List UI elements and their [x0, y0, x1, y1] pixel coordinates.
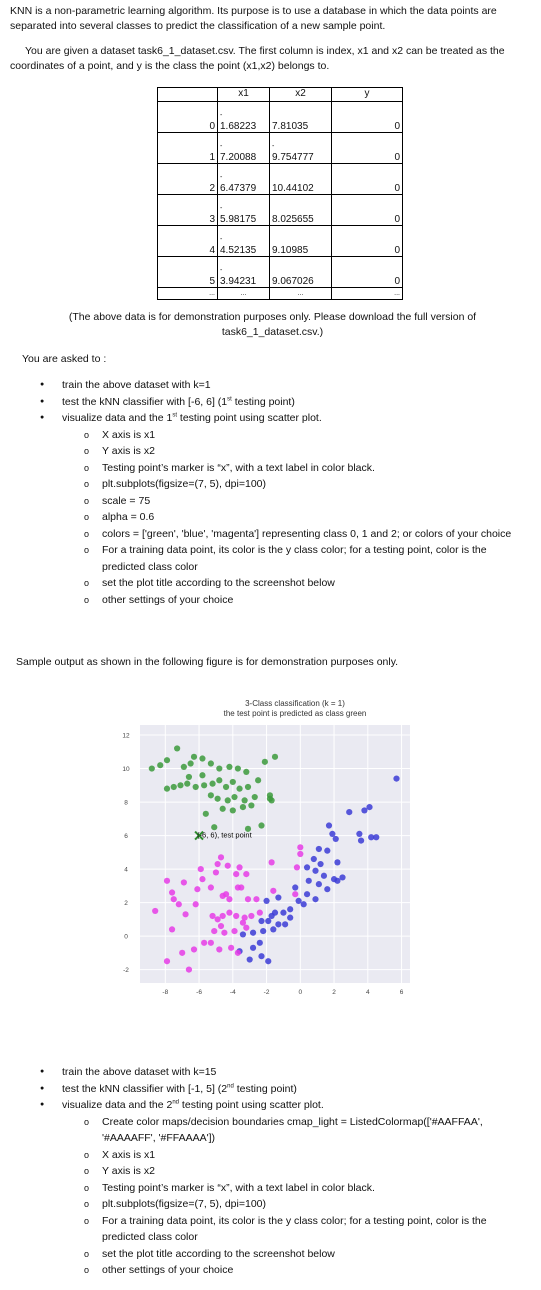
- data-point: [181, 879, 187, 885]
- table-header-y: y: [332, 88, 403, 102]
- data-point: [240, 920, 246, 926]
- y-tick-label: 2: [124, 900, 128, 908]
- table-header-index: [158, 88, 218, 102]
- data-point: [270, 926, 276, 932]
- data-point: [149, 765, 155, 771]
- data-point: [221, 930, 227, 936]
- data-point: [304, 864, 310, 870]
- data-point: [326, 822, 332, 828]
- data-point: [211, 928, 217, 934]
- y-tick-label: -2: [123, 967, 129, 975]
- data-point: [216, 946, 222, 952]
- data-point: [263, 898, 269, 904]
- data-point: [248, 802, 254, 808]
- table-cell-y: 0: [332, 257, 403, 288]
- table-cell-dash: -: [220, 267, 223, 274]
- table-cell-dash: -: [220, 205, 223, 212]
- list-item-text: visualize data and the 2: [62, 1099, 173, 1111]
- data-point: [208, 884, 214, 890]
- sub-list-item: o For a training data point, its color is the y class color; for a testing point, color is the predicted class color: [82, 1213, 530, 1246]
- data-point: [258, 822, 264, 828]
- list-item-text: train the above dataset with k=1: [62, 379, 211, 391]
- x-tick-label: -2: [263, 989, 270, 996]
- list-item-text: testing point): [231, 395, 295, 408]
- data-point: [218, 923, 224, 929]
- x-tick-label: -4: [229, 989, 236, 996]
- table-cell-dash: -: [220, 236, 223, 243]
- y-tick-label: 8: [124, 799, 128, 807]
- data-point: [280, 910, 286, 916]
- table-cell-dash: -: [220, 174, 223, 181]
- data-point: [223, 784, 229, 790]
- table-cell-dash: -: [272, 143, 275, 150]
- table-cell-value: 6.47379: [220, 183, 257, 194]
- data-point: [297, 851, 303, 857]
- sub-list-item: o plt.subplots(figsize=(7, 5), dpi=100): [82, 476, 530, 493]
- data-point: [226, 910, 232, 916]
- data-point: [306, 878, 312, 884]
- data-point: [177, 782, 183, 788]
- data-point: [260, 928, 266, 934]
- data-point: [242, 797, 248, 803]
- data-point: [275, 894, 281, 900]
- data-point: [216, 765, 222, 771]
- data-point: [194, 886, 200, 892]
- table-cell-index: 5: [158, 257, 218, 288]
- data-point: [243, 871, 249, 877]
- data-point: [225, 797, 231, 803]
- data-point: [199, 876, 205, 882]
- table-cell-value: 9.754777: [272, 152, 314, 163]
- data-point: [186, 966, 192, 972]
- data-point: [215, 861, 221, 867]
- data-point: [366, 804, 372, 810]
- data-point: [231, 928, 237, 934]
- data-point: [171, 896, 177, 902]
- test-point-label: (-6, 6), test point: [197, 830, 252, 840]
- part2-task-list: [40, 1064, 530, 1279]
- data-point: [311, 856, 317, 862]
- x-tick-label: 4: [366, 989, 370, 996]
- data-point: [211, 824, 217, 830]
- data-point: [270, 888, 276, 894]
- data-point: [164, 786, 170, 792]
- data-point: [316, 846, 322, 852]
- table-cell-y: 0: [332, 226, 403, 257]
- data-point: [333, 836, 339, 842]
- data-point: [182, 911, 188, 917]
- table-cell-x2: 10.44102: [270, 164, 332, 195]
- table-cell-index: 2: [158, 164, 218, 195]
- data-point: [191, 754, 197, 760]
- data-point: [262, 759, 268, 765]
- data-point: [216, 777, 222, 783]
- data-point: [225, 863, 231, 869]
- data-point: [248, 913, 254, 919]
- table-ellipsis: ...: [332, 288, 403, 300]
- table-cell-value: 3.94231: [220, 276, 257, 287]
- data-point: [220, 913, 226, 919]
- data-point: [312, 868, 318, 874]
- data-point: [258, 953, 264, 959]
- table-cell-y: 0: [332, 133, 403, 164]
- data-point: [193, 901, 199, 907]
- data-point: [287, 906, 293, 912]
- sub-list-item: o other settings of your choice: [82, 592, 530, 609]
- table-cell-index: 3: [158, 195, 218, 226]
- data-point: [247, 956, 253, 962]
- data-point: [272, 754, 278, 760]
- data-point: [203, 811, 209, 817]
- table-cell-x1: [218, 102, 270, 133]
- data-point: [152, 908, 158, 914]
- sub-list-item: o Testing point’s marker is “x”, with a text label in color black.: [82, 460, 530, 477]
- list-item: [40, 410, 530, 608]
- data-point: [171, 784, 177, 790]
- data-point: [218, 854, 224, 860]
- data-point: [282, 921, 288, 927]
- table-header-x2: x2: [270, 88, 332, 102]
- y-tick-label: 4: [124, 866, 128, 874]
- data-point: [157, 762, 163, 768]
- list-item: [40, 394, 530, 411]
- data-point: [253, 896, 259, 902]
- data-point: [346, 809, 352, 815]
- list-item-text: test the kNN classifier with [-1, 5] (2: [62, 1082, 228, 1095]
- table-row: [158, 226, 403, 257]
- table-cell-x1: [218, 257, 270, 288]
- table-cell-x2: 8.025655: [270, 195, 332, 226]
- sub-list-item: o plt.subplots(figsize=(7, 5), dpi=100): [82, 1196, 530, 1213]
- data-point: [233, 871, 239, 877]
- table-cell-y: 0: [332, 102, 403, 133]
- x-tick-label: -6: [196, 989, 202, 996]
- data-point: [198, 866, 204, 872]
- x-tick-label: 2: [332, 989, 336, 996]
- dataset-table: [157, 87, 403, 300]
- data-point: [324, 848, 330, 854]
- y-tick-label: 0: [124, 933, 128, 941]
- table-cell-index: 0: [158, 102, 218, 133]
- table-header-row: [158, 88, 403, 102]
- data-point: [169, 926, 175, 932]
- data-point: [240, 804, 246, 810]
- sample-output-text: Sample output as shown in the following figure is for demonstration purposes only.: [16, 656, 399, 668]
- data-point: [243, 769, 249, 775]
- data-point: [230, 807, 236, 813]
- chart-subtitle: the test point is predicted as class green: [223, 709, 367, 718]
- data-point: [321, 873, 327, 879]
- data-point: [201, 940, 207, 946]
- part2-sub-list: [82, 1114, 530, 1279]
- data-point: [275, 921, 281, 927]
- data-point: [164, 878, 170, 884]
- table-note: (The above data is for demonstration purposes only. Please download the full version of task6_1_dataset.csv.): [68, 311, 477, 338]
- table-row: [158, 102, 403, 133]
- data-point: [228, 945, 234, 951]
- y-tick-label: 12: [122, 732, 130, 740]
- table-cell-dash: -: [220, 112, 223, 119]
- data-point: [312, 896, 318, 902]
- data-point: [245, 896, 251, 902]
- data-point: [245, 784, 251, 790]
- data-point: [296, 898, 302, 904]
- data-point: [208, 940, 214, 946]
- data-point: [188, 760, 194, 766]
- data-point: [233, 913, 239, 919]
- asked-label: You are asked to :: [22, 353, 107, 365]
- chart-title: 3-Class classification (k = 1): [245, 699, 345, 708]
- data-point: [209, 913, 215, 919]
- data-point: [164, 958, 170, 964]
- table-cell-value: 4.52135: [220, 245, 257, 256]
- data-point: [208, 792, 214, 798]
- x-tick-label: 6: [399, 989, 404, 996]
- data-point: [250, 945, 256, 951]
- data-point: [236, 864, 242, 870]
- list-item: [40, 1097, 530, 1279]
- data-point: [358, 837, 364, 843]
- ordinal-suffix: nd: [172, 1099, 180, 1106]
- ordinal-suffix: st: [172, 412, 177, 419]
- table-cell-x2: [270, 133, 332, 164]
- sub-list-item: o Create color maps/decision boundaries cmap_light = ListedColormap(['#AAFFAA', '#AAAAFF', '#FFAAAA']): [82, 1114, 530, 1147]
- part1-sub-list: [82, 427, 530, 609]
- plot-area: [140, 725, 410, 983]
- table-cell-x2: 7.81035: [270, 102, 332, 133]
- table-cell-x1: [218, 164, 270, 195]
- data-point: [176, 901, 182, 907]
- table-cell-y: 0: [332, 195, 403, 226]
- sub-list-item: o set the plot title according to the screenshot below: [82, 1246, 530, 1263]
- table-header-x1: x1: [218, 88, 270, 102]
- data-point: [269, 859, 275, 865]
- data-point: [252, 794, 258, 800]
- ordinal-suffix: st: [227, 396, 232, 402]
- data-point: [184, 781, 190, 787]
- x-tick-label: -8: [162, 989, 169, 996]
- data-point: [208, 760, 214, 766]
- table-row: [158, 195, 403, 226]
- data-point: [169, 889, 175, 895]
- data-point: [255, 777, 261, 783]
- data-point: [317, 861, 323, 867]
- x-tick-label: 0: [298, 989, 303, 996]
- table-cell-dash: -: [220, 143, 223, 150]
- table-cell-value: 1.68223: [220, 121, 257, 132]
- table-cell-x1: [218, 195, 270, 226]
- intro-paragraph: KNN is a non-parametric learning algorithm. Its purpose is to use a database in which the data points are separated into several classes to predict the classification of a new sample point.: [10, 5, 497, 32]
- data-point: [179, 950, 185, 956]
- data-point: [191, 946, 197, 952]
- list-item-text: testing point using scatter plot.: [177, 412, 322, 424]
- sub-list-item: o Testing point’s marker is “x”, with a text label in color black.: [82, 1180, 530, 1197]
- list-item-text: visualize data and the 1: [62, 412, 173, 424]
- list-item-text: train the above dataset with k=15: [62, 1066, 217, 1078]
- ordinal-suffix: nd: [227, 1083, 234, 1089]
- data-point: [334, 859, 340, 865]
- data-point: [220, 806, 226, 812]
- table-ellipsis: ...: [158, 288, 218, 300]
- data-point: [258, 918, 264, 924]
- data-point: [292, 884, 298, 890]
- sub-list-item: o Y axis is x2: [82, 1163, 530, 1180]
- data-point: [223, 891, 229, 897]
- sub-list-item: o Y axis is x2: [82, 443, 530, 460]
- data-point: [174, 745, 180, 751]
- data-point: [215, 796, 221, 802]
- table-row: [158, 133, 403, 164]
- data-point: [361, 807, 367, 813]
- table-ellipsis-row: [158, 288, 403, 300]
- sub-list-item: o colors = ['green', 'blue', 'magenta'] representing class 0, 1 and 2; or colors of your choice: [82, 526, 530, 543]
- table-cell-value: 5.98175: [220, 214, 257, 225]
- y-tick-label: 6: [124, 833, 128, 841]
- data-point: [238, 884, 244, 890]
- sub-list-item: o X axis is x1: [82, 1147, 530, 1164]
- data-point: [324, 886, 330, 892]
- table-ellipsis: ...: [270, 288, 332, 300]
- part1-task-list: [40, 377, 530, 608]
- data-point: [373, 834, 379, 840]
- data-point: [235, 950, 241, 956]
- y-tick-label: 10: [122, 766, 130, 774]
- data-point: [304, 891, 310, 897]
- table-row: [158, 257, 403, 288]
- scatter-chart: [108, 693, 418, 1023]
- data-point: [393, 776, 399, 782]
- data-point: [199, 755, 205, 761]
- data-point: [356, 831, 362, 837]
- data-point: [235, 765, 241, 771]
- sub-list-item: o set the plot title according to the screenshot below: [82, 575, 530, 592]
- table-cell-value: 7.20088: [220, 152, 257, 163]
- data-point: [201, 782, 207, 788]
- table-cell-x1: [218, 133, 270, 164]
- data-point: [231, 794, 237, 800]
- data-point: [213, 869, 219, 875]
- data-point: [316, 881, 322, 887]
- data-point: [230, 779, 236, 785]
- list-item: [40, 377, 530, 394]
- data-point: [193, 784, 199, 790]
- table-cell-index: 1: [158, 133, 218, 164]
- data-point: [209, 781, 215, 787]
- data-point: [181, 764, 187, 770]
- sub-list-item: o other settings of your choice: [82, 1262, 530, 1279]
- sub-list-item: o X axis is x1: [82, 427, 530, 444]
- data-point: [240, 931, 246, 937]
- list-item-text: test the kNN classifier with [-6, 6] (1: [62, 395, 228, 408]
- data-point: [301, 901, 307, 907]
- list-item-text: testing point): [233, 1082, 297, 1095]
- data-point: [334, 878, 340, 884]
- data-point: [186, 774, 192, 780]
- table-ellipsis: ...: [218, 288, 270, 300]
- data-point: [226, 764, 232, 770]
- data-point: [257, 940, 263, 946]
- data-point: [269, 797, 275, 803]
- sub-list-item: o scale = 75: [82, 493, 530, 510]
- data-point: [164, 757, 170, 763]
- list-item: [40, 1064, 530, 1081]
- data-point: [265, 958, 271, 964]
- sub-list-item: o For a training data point, its color is the y class color; for a testing point, color is the predicted class color: [82, 542, 530, 575]
- data-point: [297, 844, 303, 850]
- data-point: [215, 916, 221, 922]
- table-cell-x2: 9.067026: [270, 257, 332, 288]
- data-point: [339, 874, 345, 880]
- data-point: [287, 915, 293, 921]
- data-point: [294, 864, 300, 870]
- table-cell-y: 0: [332, 164, 403, 195]
- data-point: [292, 891, 298, 897]
- data-point: [236, 786, 242, 792]
- data-point: [199, 772, 205, 778]
- table-cell-x2: 9.10985: [270, 226, 332, 257]
- list-item: [40, 1081, 530, 1098]
- list-item-text: testing point using scatter plot.: [179, 1099, 324, 1111]
- data-point: [257, 910, 263, 916]
- dataset-description: You are given a dataset task6_1_dataset.csv. The first column is index, x1 and x2 can be treated as the coordinates of a point, and y is the class the point (x1,x2) belongs to.: [10, 45, 505, 72]
- data-point: [250, 930, 256, 936]
- table-cell-index: 4: [158, 226, 218, 257]
- table-row: [158, 164, 403, 195]
- table-cell-x1: [218, 226, 270, 257]
- data-point: [265, 918, 271, 924]
- sub-list-item: o alpha = 0.6: [82, 509, 530, 526]
